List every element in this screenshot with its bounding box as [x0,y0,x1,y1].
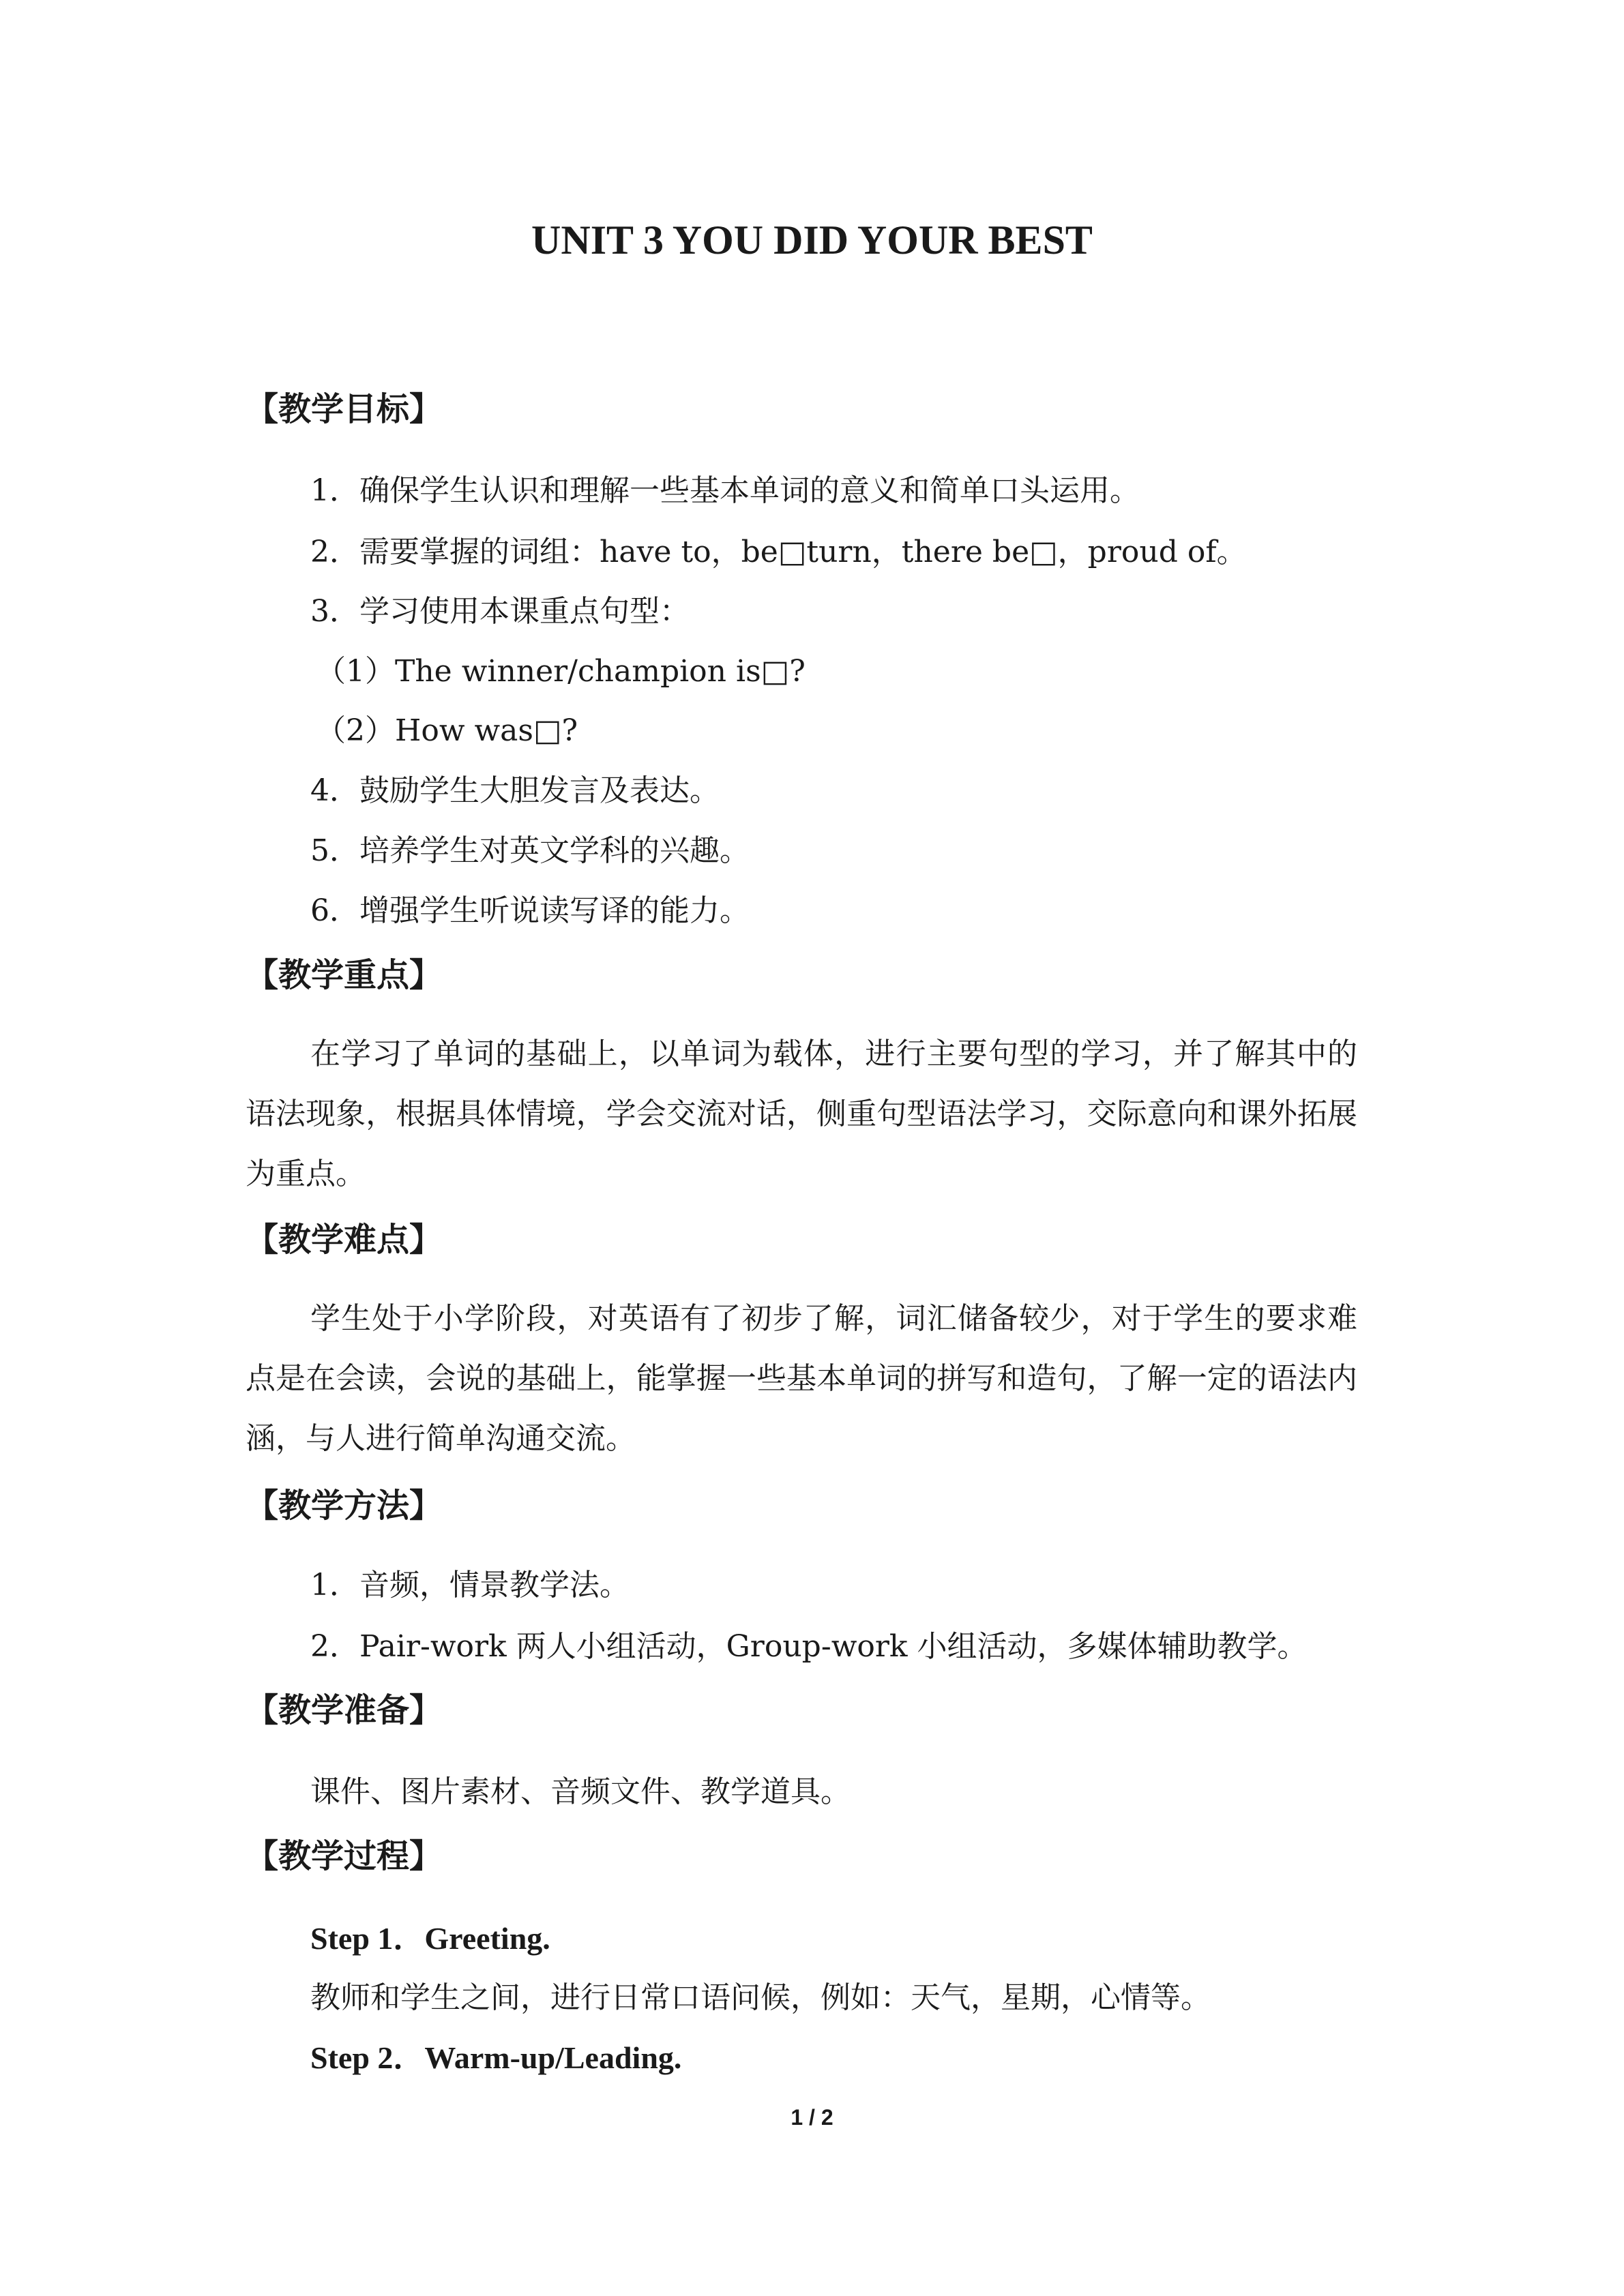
objective-item-5: 5．培养学生对英文学科的兴趣。 [310,833,750,868]
objective-item-1: 1．确保学生认识和理解一些基本单词的意义和简单口头运用。 [310,473,1140,508]
heading-key-points: 【教学重点】 [246,956,443,994]
step-1-title: Step 1．Greeting. [310,1921,550,1956]
objective-item-3: 3．学习使用本课重点句型： [310,594,690,629]
objective-item-6: 6．增强学生听说读写译的能力。 [310,893,750,928]
preparation-text: 课件、图片素材、音频文件、教学道具。 [310,1774,851,1809]
heading-process: 【教学过程】 [246,1837,443,1875]
difficulties-paragraph: 学生处于小学阶段，对英语有了初步了解，词汇储备较少，对于学生的要求难点是在会读，会说的基础上，能掌握一些基本单词的拼写和造句，了解一定的语法内涵，与人进行简单沟通交流。 [246,1301,1357,1456]
heading-difficulties: 【教学难点】 [246,1221,443,1259]
page-number: 1 / 2 [791,2105,833,2130]
key-points-paragraph: 在学习了单词的基础上，以单词为载体，进行主要句型的学习，并了解其中的语法现象，根据具体情境，学会交流对话，侧重句型语法学习，交际意向和课外拓展为重点。 [246,1037,1357,1191]
method-item-1: 1．音频，情景教学法。 [310,1568,630,1602]
objective-item-4: 4．鼓励学生大胆发言及表达。 [310,773,720,808]
method-item-2: 2．Pair-work 两人小组活动，Group-work 小组活动，多媒体辅助教学。 [310,1629,1308,1664]
step-1-text: 教师和学生之间，进行日常口语问候，例如：天气，星期，心情等。 [310,1980,1211,2015]
document-title: UNIT 3 YOU DID YOUR BEST [531,218,1093,263]
heading-preparation: 【教学准备】 [246,1691,443,1729]
step-2-title: Step 2．Warm-up/Leading. [310,2040,682,2075]
objective-subitem-1: （1）The winner/champion is□? [316,654,806,689]
objective-subitem-2: （2）How was□? [316,713,578,748]
heading-objectives: 【教学目标】 [246,390,443,428]
heading-methods: 【教学方法】 [246,1487,443,1525]
objective-item-2: 2．需要掌握的词组：have to，be□turn，there be□，proud of。 [310,535,1247,569]
